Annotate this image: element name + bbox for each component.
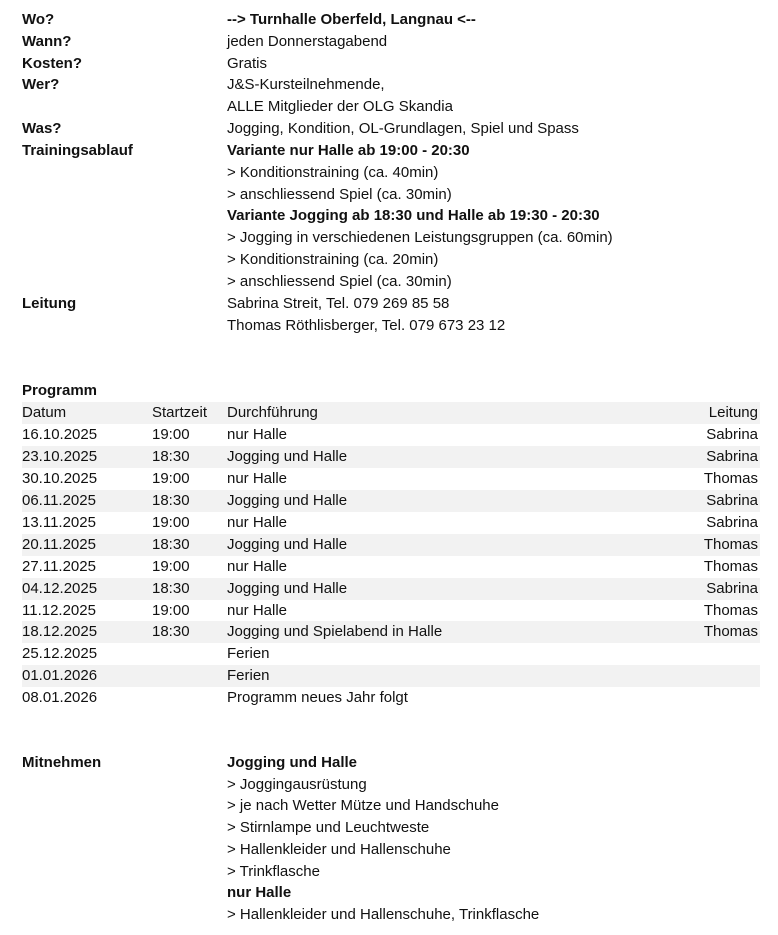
table-row (22, 643, 760, 665)
cell-datum: 23.10.2025 (22, 448, 98, 465)
leitung-contact-2: Thomas Röthlisberger, Tel. 079 673 23 12 (227, 317, 506, 334)
wer-label: Wer? (22, 76, 60, 93)
cell-datum: 06.11.2025 (22, 492, 96, 509)
cell-durchfuehrung: Jogging und Halle (227, 536, 348, 553)
wann-value: jeden Donnerstagabend (227, 33, 388, 50)
was-label: Was? (22, 120, 62, 137)
wer-value-1: J&S-Kursteilnehmende, (227, 76, 385, 93)
table-row (22, 534, 760, 556)
header-datum: Datum (22, 404, 67, 421)
kosten-value: Gratis (227, 55, 268, 72)
header-leitung: Leitung (708, 404, 758, 421)
table-row (22, 490, 760, 512)
variante2-item-text: > Jogging in verschiedenen Leistungsgruppen (ca. 60min) (227, 229, 613, 246)
header-durchfuehrung: Durchführung (227, 404, 318, 421)
cell-startzeit: 18:30 (152, 536, 190, 553)
mitnehmen-item-text: > Hallenkleider und Hallenschuhe (227, 841, 451, 858)
cell-startzeit: 19:00 (152, 426, 190, 443)
leitung-label: Leitung (22, 295, 77, 312)
table-row (22, 665, 760, 687)
cell-datum: 30.10.2025 (22, 470, 98, 487)
cell-startzeit: 18:30 (152, 448, 190, 465)
table-row (22, 578, 760, 600)
mitnehmen-label: Mitnehmen (22, 754, 102, 771)
table-row (22, 556, 760, 578)
wo-value: --> Turnhalle Oberfeld, Langnau <-- (227, 11, 476, 28)
mitnehmen-item-text: > je nach Wetter Mütze und Handschuhe (227, 797, 499, 814)
wer-value-2: ALLE Mitglieder der OLG Skandia (227, 98, 453, 115)
variante1-item-text: > anschliessend Spiel (ca. 30min) (227, 186, 452, 203)
cell-durchfuehrung: Jogging und Halle (227, 580, 348, 597)
cell-startzeit: 19:00 (152, 470, 190, 487)
variante2-item-text: > Konditionstraining (ca. 20min) (227, 251, 439, 268)
cell-datum: 11.12.2025 (22, 602, 96, 619)
cell-leitung: Sabrina (706, 426, 758, 443)
cell-durchfuehrung: Jogging und Halle (227, 492, 348, 509)
wann-label: Wann? (22, 33, 72, 50)
cell-leitung: Thomas (703, 623, 758, 640)
cell-durchfuehrung: nur Halle (227, 426, 288, 443)
leitung-contact-1: Sabrina Streit, Tel. 079 269 85 58 (227, 295, 450, 312)
cell-startzeit: 18:30 (152, 623, 190, 640)
cell-durchfuehrung: nur Halle (227, 470, 288, 487)
cell-leitung: Thomas (703, 470, 758, 487)
cell-durchfuehrung: Ferien (227, 645, 270, 662)
cell-startzeit: 19:00 (152, 558, 190, 575)
variante1-title: Variante nur Halle ab 19:00 - 20:30 (227, 142, 470, 159)
cell-datum: 13.11.2025 (22, 514, 96, 531)
cell-leitung: Sabrina (706, 492, 758, 509)
cell-durchfuehrung: Programm neues Jahr folgt (227, 689, 408, 706)
header-startzeit: Startzeit (152, 404, 208, 421)
was-value: Jogging, Kondition, OL-Grundlagen, Spiel und Spass (227, 120, 579, 137)
cell-durchfuehrung: nur Halle (227, 558, 288, 575)
cell-datum: 08.01.2026 (22, 689, 98, 706)
table-row (22, 424, 760, 446)
cell-leitung: Sabrina (706, 448, 758, 465)
table-row (22, 621, 760, 643)
cell-startzeit: 18:30 (152, 580, 190, 597)
cell-datum: 16.10.2025 (22, 426, 98, 443)
cell-leitung: Thomas (703, 602, 758, 619)
kosten-label: Kosten? (22, 55, 82, 72)
variante2-title: Variante Jogging ab 18:30 und Halle ab 19:30 - 20:30 (227, 207, 600, 224)
cell-startzeit: 19:00 (152, 602, 190, 619)
table-row (22, 687, 760, 709)
cell-durchfuehrung: Jogging und Spielabend in Halle (227, 623, 443, 640)
mitnehmen-item-text: > Joggingausrüstung (227, 776, 367, 793)
table-row (22, 468, 760, 490)
cell-datum: 27.11.2025 (22, 558, 96, 575)
table-row (22, 446, 760, 468)
cell-durchfuehrung: Jogging und Halle (227, 448, 348, 465)
cell-startzeit: 19:00 (152, 514, 190, 531)
cell-durchfuehrung: nur Halle (227, 514, 288, 531)
mitnehmen-item-text: > Trinkflasche (227, 863, 320, 880)
wo-label: Wo? (22, 11, 55, 28)
cell-durchfuehrung: nur Halle (227, 602, 288, 619)
mitnehmen-item-text: > Hallenkleider und Hallenschuhe, Trinkflasche (227, 906, 540, 923)
cell-datum: 04.12.2025 (22, 580, 98, 597)
cell-leitung: Thomas (703, 536, 758, 553)
cell-leitung: Sabrina (706, 580, 758, 597)
variante2-item-text: > anschliessend Spiel (ca. 30min) (227, 273, 452, 290)
cell-durchfuehrung: Ferien (227, 667, 270, 684)
cell-datum: 25.12.2025 (22, 645, 98, 662)
ablauf-label: Trainingsablauf (22, 142, 133, 159)
variante1-item-text: > Konditionstraining (ca. 40min) (227, 164, 439, 181)
mitnehmen-jogging-title: Jogging und Halle (227, 754, 357, 771)
cell-leitung: Sabrina (706, 514, 758, 531)
mitnehmen-item-text: > Stirnlampe und Leuchtweste (227, 819, 430, 836)
cell-datum: 18.12.2025 (22, 623, 98, 640)
table-row (22, 600, 760, 622)
cell-datum: 20.11.2025 (22, 536, 96, 553)
cell-datum: 01.01.2026 (22, 667, 98, 684)
programm-title: Programm (22, 382, 98, 399)
mitnehmen-halle-title: nur Halle (227, 884, 292, 901)
table-header-row (22, 402, 760, 424)
cell-startzeit: 18:30 (152, 492, 190, 509)
cell-leitung: Thomas (703, 558, 758, 575)
table-row (22, 512, 760, 534)
